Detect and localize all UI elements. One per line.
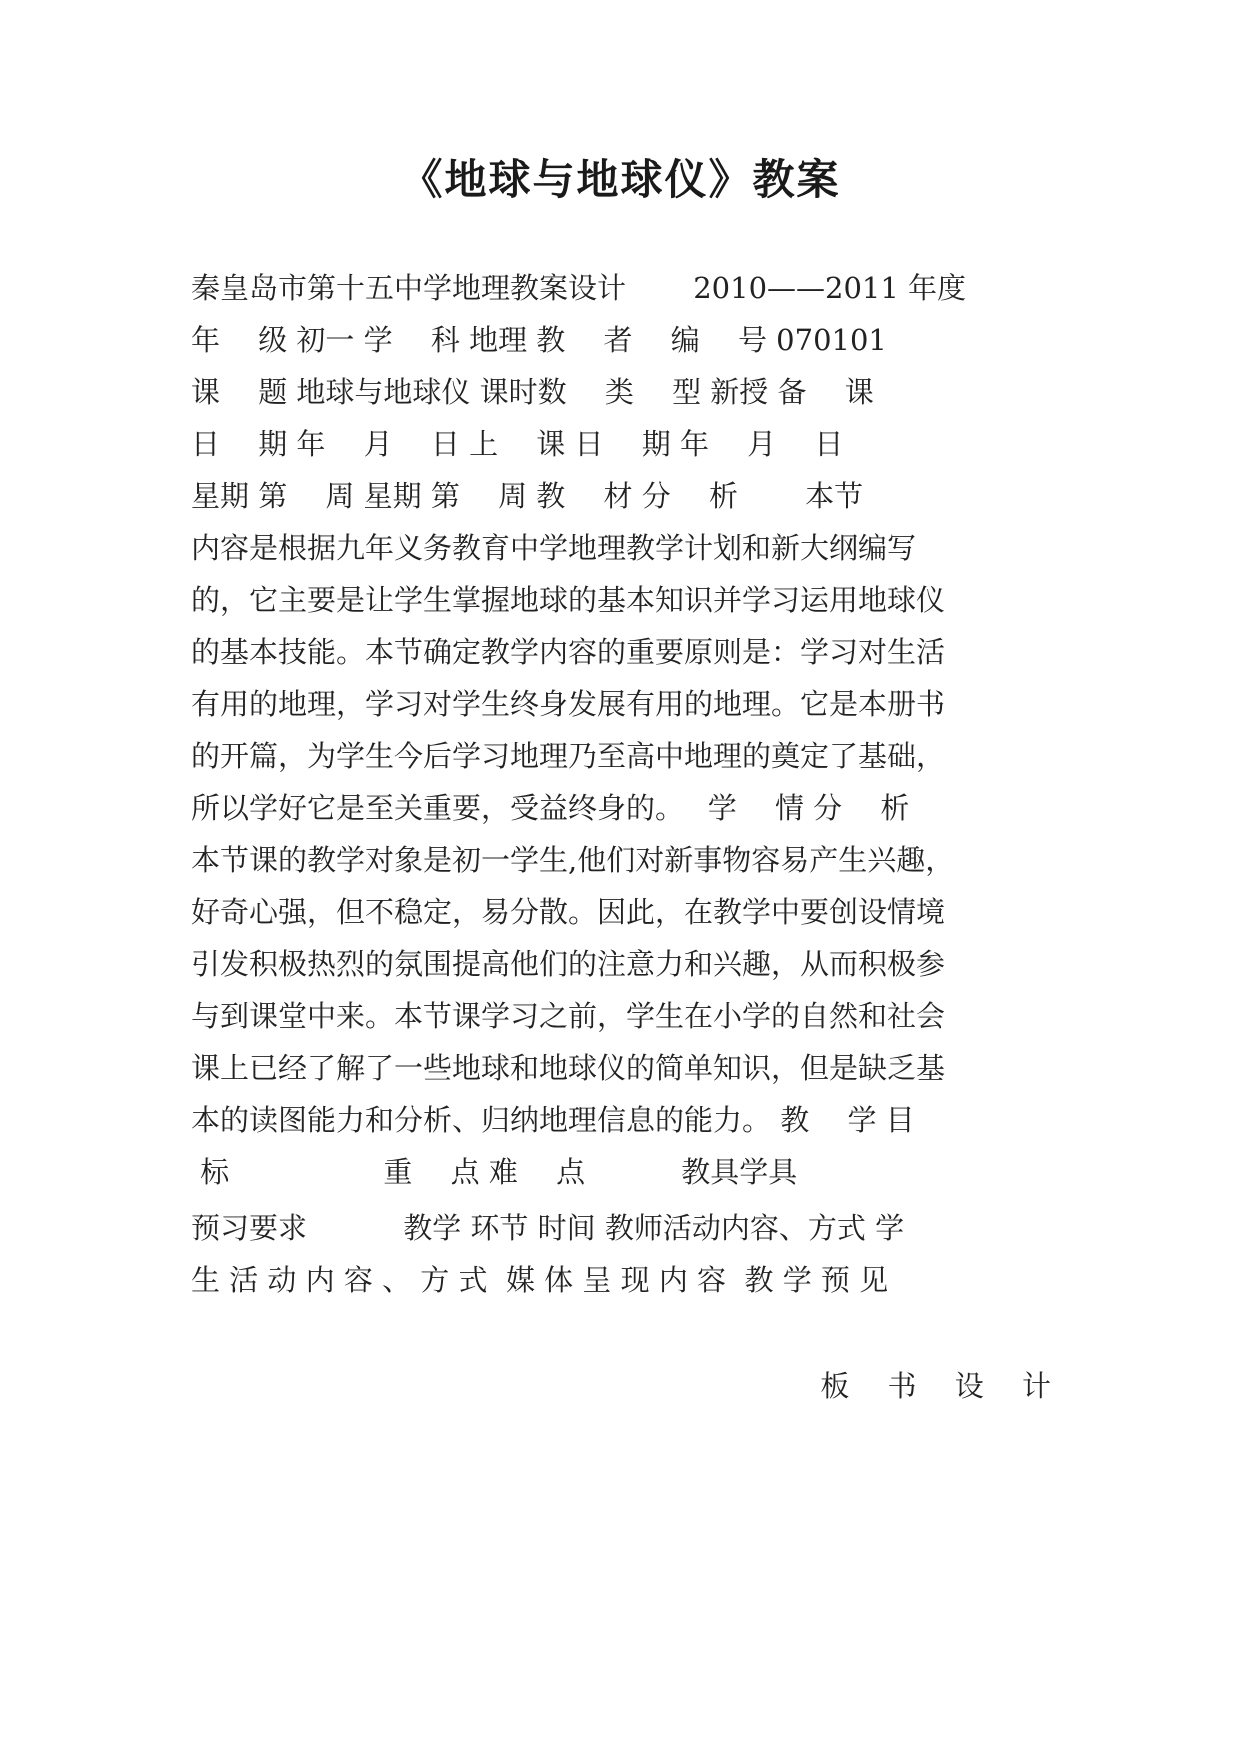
- body-line-19: 预习要求 教学 环节 时间 教师活动内容、方式 学: [191, 1211, 905, 1245]
- body-line-14: 引发积极热烈的氛围提高他们的注意力和兴趣，从而积极参: [191, 947, 946, 981]
- body-line-5: 星期 第 周 星期 第 周 教 材 分 析 本节: [191, 479, 864, 513]
- body-line-3: 课 题 地球与地球仪 课时数 类 型 新授 备 课: [191, 375, 874, 409]
- body-line-10: 的开篇，为学生今后学习地理乃至高中地理的奠定了基础，: [191, 739, 946, 773]
- body-line-6: 内容是根据九年义务教育中学地理教学计划和新大纲编写: [191, 531, 917, 565]
- body-line-16: 课上已经了解了一些地球和地球仪的简单知识，但是缺乏基: [191, 1051, 946, 1085]
- body-line-18: 标 重 点 难 点 教具学具: [191, 1155, 798, 1189]
- body-line-12: 本节课的教学对象是初一学生,他们对新事物容易产生兴趣，: [191, 843, 955, 877]
- body-line-15: 与到课堂中来。本节课学习之前，学生在小学的自然和社会: [191, 999, 946, 1033]
- body-line-4: 日 期 年 月 日 上 课 日 期 年 月 日: [191, 427, 844, 461]
- body-line-20: 生 活 动 内 容 、 方 式 媒 体 呈 现 内 容 教 学 预 见: [191, 1263, 889, 1297]
- body-line-9: 有用的地理，学习对学生终身发展有用的地理。它是本册书: [191, 687, 946, 721]
- body-line-13: 好奇心强，但不稳定，易分散。因此，在教学中要创设情境: [191, 895, 946, 929]
- body-line-17: 本的读图能力和分析、归纳地理信息的能力。 教 学 目: [191, 1103, 915, 1137]
- body-line-11: 所以学好它是至关重要，受益终身的。 学 情 分 析: [191, 791, 910, 825]
- body-line-7: 的，它主要是让学生掌握地球的基本知识并学习运用地球仪: [191, 583, 946, 617]
- document-title: 《地球与地球仪》教案: [400, 155, 841, 204]
- body-line-8: 的基本技能。本节确定教学内容的重要原则是：学习对生活: [191, 635, 946, 669]
- body-line-2: 年 级 初一 学 科 地理 教 者 编 号 070101: [191, 323, 887, 357]
- board-design-heading: 板 书 设 计: [820, 1369, 1051, 1403]
- body-line-1: 秦皇岛市第十五中学地理教案设计 2010——2011 年度: [191, 271, 967, 305]
